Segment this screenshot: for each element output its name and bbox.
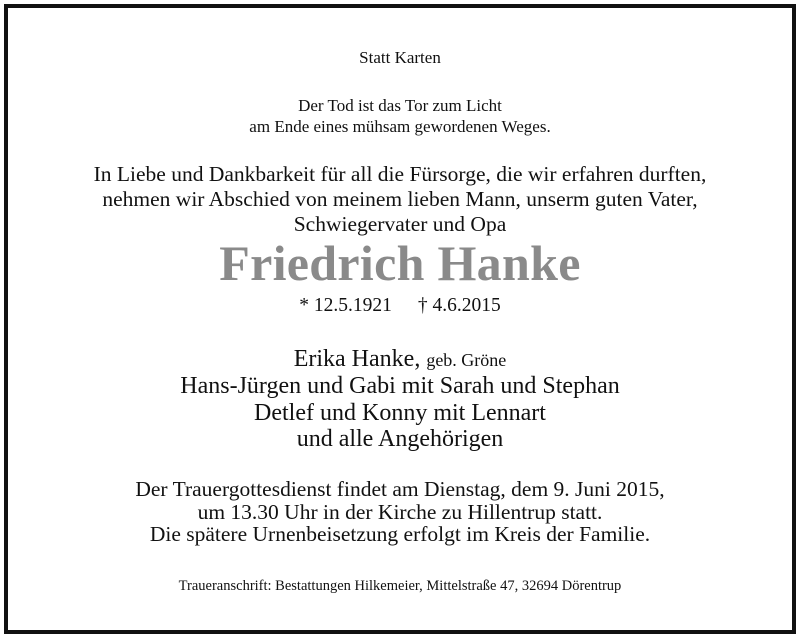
opening-line: Statt Karten <box>359 48 441 67</box>
motto-line-2: am Ende eines mühsam gewordenen Weges. <box>249 117 551 136</box>
life-dates <box>0 296 800 316</box>
motto-line-1: Der Tod ist das Tor zum Licht <box>298 96 502 115</box>
mourner-line-4: und alle Angehörigen <box>296 426 504 452</box>
spouse-maiden-name: geb. Gröne <box>426 350 507 370</box>
intro-line-2: nehmen wir Abschied von meinem lieben Mann, unserm guten Vater, <box>102 187 698 211</box>
mourning-address: Traueranschrift: Bestattungen Hilkemeier, Mittelstraße 47, 32694 Dörentrup <box>178 578 622 594</box>
spouse-name: Erika Hanke, <box>293 346 421 372</box>
intro-line-3: Schwiegervater und Opa <box>293 212 507 236</box>
mourner-spouse <box>0 347 800 371</box>
service-line-3: Die spätere Urnenbeisetzung erfolgt im Kreis der Familie. <box>149 522 651 546</box>
deceased-name: Friedrich Hanke <box>219 235 581 291</box>
mourner-line-3: Detlef und Konny mit Lennart <box>254 400 546 426</box>
mourner-line-2: Hans-Jürgen und Gabi mit Sarah und Stephan <box>180 373 620 399</box>
birth-date: * 12.5.1921 <box>299 295 392 316</box>
death-date: † 4.6.2015 <box>417 295 501 316</box>
service-line-2: um 13.30 Uhr in der Kirche zu Hillentrup statt. <box>197 500 603 524</box>
service-line-1: Der Trauergottesdienst findet am Dienstag, dem 9. Juni 2015, <box>135 477 665 501</box>
intro-line-1: In Liebe und Dankbarkeit für all die Fürsorge, die wir erfahren durften, <box>93 162 707 186</box>
